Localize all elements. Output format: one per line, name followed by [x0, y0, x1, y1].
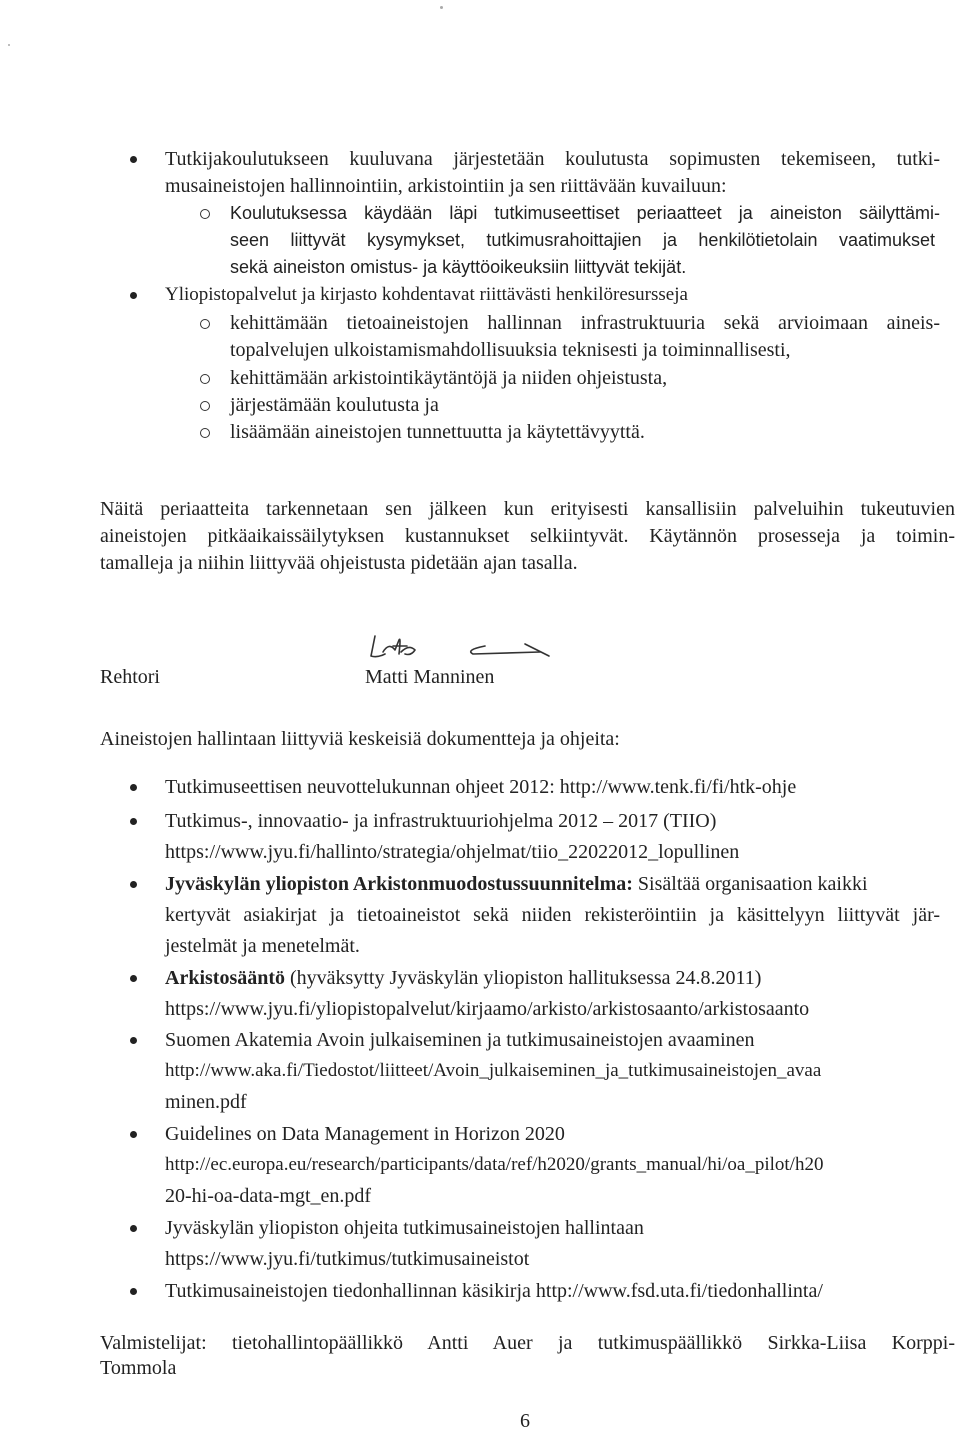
prepared-by-line: Valmistelijat: tietohallintopäällikkö Antti Auer ja tutkimuspäällikkö Sirkka-Liisa Korppi- — [100, 1332, 955, 1354]
prepared-by-line: Tommola — [100, 1357, 177, 1379]
document-item — [165, 966, 761, 990]
scan-speck — [440, 6, 443, 9]
bullet-dot — [130, 784, 137, 791]
bullet-dot — [130, 818, 137, 825]
bullet-dot — [130, 1288, 137, 1295]
bullet-dot — [130, 1225, 137, 1232]
document-link[interactable]: https://www.jyu.fi/yliopistopalvelut/kirjaamo/arkisto/arkistosaanto/arkistosaanto — [165, 998, 810, 1020]
document-link[interactable]: http://www.aka.fi/Tiedostot/liitteet/Avoin_julkaiseminen_ja_tutkimusaineistojen_avaa — [165, 1060, 822, 1081]
document-link[interactable]: https://www.jyu.fi/hallinto/strategia/ohjelmat/tiio_22022012_lopullinen — [165, 841, 740, 863]
sub-item-line: kehittämään tietoaineistojen hallinnan infrastruktuuria sekä arvioimaan aineis- — [230, 312, 940, 334]
sub-item-line: sekä aineiston omistus- ja käyttöoikeuksiin liittyvät tekijät. — [230, 257, 687, 277]
document-title-bold: Arkistosääntö — [165, 967, 286, 989]
paragraph-line: aineistojen pitkäaikaissäilytyksen kustannukset selkiintyvät. Käytännön prosesseja ja toimin- — [100, 525, 955, 547]
document-item: Tutkimusaineistojen tiedonhallinnan käsikirja http://www.fsd.uta.fi/tiedonhallinta/ — [165, 1280, 823, 1302]
handwritten-signature — [365, 628, 605, 668]
document-item: jestelmät ja menetelmät. — [165, 935, 360, 957]
bullet-dot — [130, 156, 137, 163]
document-item: kertyvät asiakirjat ja tietoaineistot sekä niiden rekisteröintiin ja käsittelyyn liittyvät jär- — [165, 904, 940, 926]
signature-role: Rehtori — [100, 666, 160, 688]
document-description: Sisältää organisaation kaikki — [632, 873, 868, 895]
list-item-line: Yliopistopalvelut ja kirjasto kohdentavat riittävästi henkilöresursseja — [165, 284, 688, 305]
sub-bullet-circle — [200, 209, 210, 219]
scan-speck — [8, 44, 10, 46]
document-link[interactable]: 20-hi-oa-data-mgt_en.pdf — [165, 1185, 372, 1207]
bullet-dot — [130, 881, 137, 888]
bullet-dot — [130, 1037, 137, 1044]
document-item: Jyväskylän yliopiston ohjeita tutkimusaineistojen hallintaan — [165, 1217, 644, 1239]
document-item — [165, 872, 868, 896]
list-item-line: Tutkijakoulutukseen kuuluvana järjestetään koulutusta sopimusten tekemiseen, tutki- — [165, 148, 940, 170]
document-description: (hyväksytty Jyväskylän yliopiston hallituksessa 24.8.2011) — [285, 967, 762, 989]
page-number: 6 — [520, 1410, 530, 1432]
document-item: Tutkimuseettisen neuvottelukunnan ohjeet 2012: http://www.tenk.fi/fi/htk-ohje — [165, 776, 797, 798]
document-item: Suomen Akatemia Avoin julkaiseminen ja tutkimusaineistojen avaaminen — [165, 1029, 755, 1051]
document-link[interactable]: https://www.jyu.fi/tutkimus/tutkimusaineistot — [165, 1248, 530, 1270]
paragraph-line: Näitä periaatteita tarkennetaan sen jälkeen kun erityisesti kansallisiin palveluihin tukeutuvien — [100, 498, 955, 520]
bullet-dot — [130, 975, 137, 982]
signature-name: Matti Manninen — [365, 666, 495, 688]
sub-bullet-circle — [200, 319, 210, 329]
document-link[interactable]: http://ec.europa.eu/research/participants/data/ref/h2020/grants_manual/hi/oa_pilot/h20 — [165, 1154, 824, 1175]
bullet-dot — [130, 1131, 137, 1138]
document-item: Tutkimus-, innovaatio- ja infrastruktuuriohjelma 2012 – 2017 (TIIO) — [165, 810, 717, 832]
documents-heading: Aineistojen hallintaan liittyviä keskeisiä dokumentteja ja ohjeita: — [100, 728, 620, 750]
sub-bullet-circle — [200, 428, 210, 438]
paragraph-line: tamalleja ja niihin liittyvää ohjeistusta pidetään ajan tasalla. — [100, 552, 578, 574]
sub-item-line: järjestämään koulutusta ja — [230, 394, 439, 416]
document-link[interactable]: minen.pdf — [165, 1091, 247, 1113]
sub-bullet-circle — [200, 401, 210, 411]
sub-item-line: seen liittyvät kysymykset, tutkimusrahoittajien ja henkilötietolain vaatimukset — [230, 230, 935, 250]
sub-item-line: topalvelujen ulkoistamismahdollisuuksia teknisesti ja toiminnallisesti, — [230, 339, 791, 361]
list-item-line: musaineistojen hallinnointiin, arkistointiin ja sen riittävään kuvailuun: — [165, 175, 727, 197]
bullet-dot — [130, 292, 137, 299]
sub-item-line: Koulutuksessa käydään läpi tutkimuseettiset periaatteet ja aineiston säilyttämi- — [230, 203, 940, 223]
sub-item-line: kehittämään arkistointikäytäntöjä ja niiden ohjeistusta, — [230, 367, 668, 389]
document-item: Guidelines on Data Management in Horizon 2020 — [165, 1123, 565, 1145]
document-title-bold: Jyväskylän yliopiston Arkistonmuodostussuunnitelma: — [165, 873, 633, 895]
sub-bullet-circle — [200, 374, 210, 384]
sub-item-line: lisäämään aineistojen tunnettuutta ja käytettävyyttä. — [230, 421, 645, 443]
